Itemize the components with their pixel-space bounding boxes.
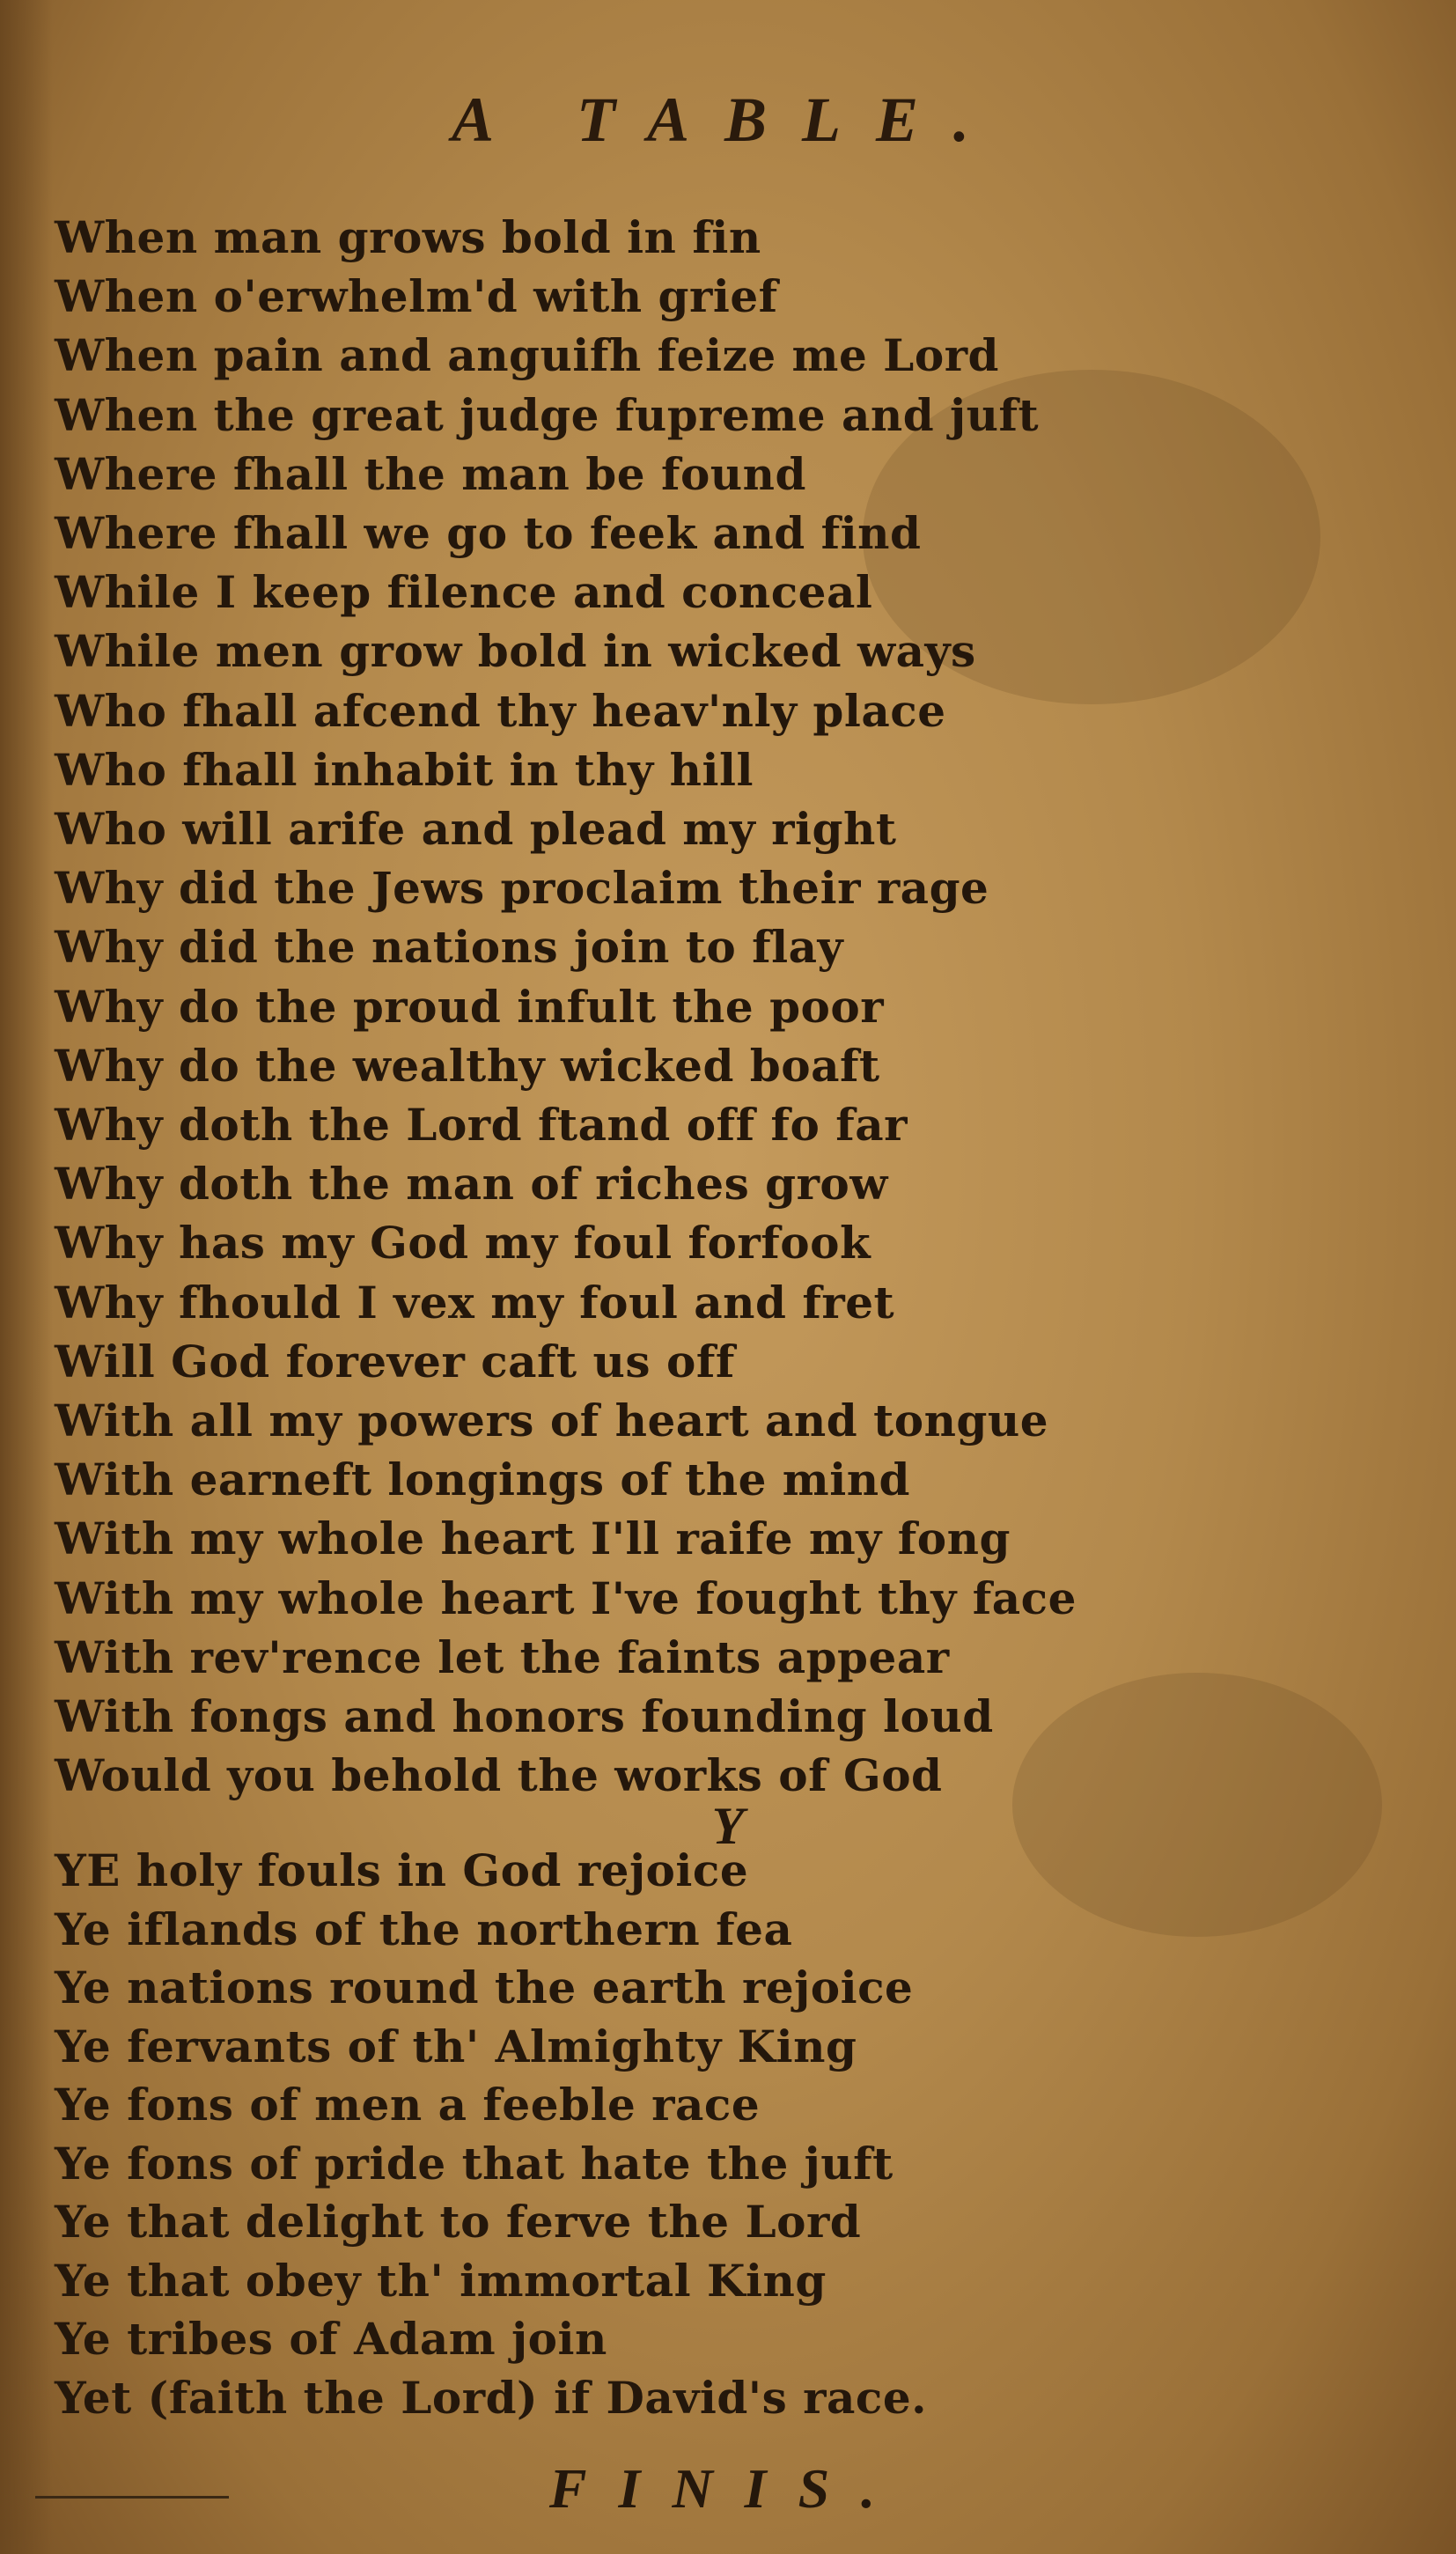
index-entry-first-line: Why has my God my foul forfook [55, 1217, 871, 1270]
finis-text: FINIS. [548, 2457, 908, 2520]
index-entry-first-line: Ye tribes of Adam join [55, 2313, 607, 2365]
index-entry-first-line: With all my powers of heart and tongue [55, 1395, 1049, 1446]
index-entry-first-line: With rev'rence let the faints appear [55, 1630, 950, 1683]
index-entry-first-line: Where fhall we go to feek and find [55, 507, 922, 559]
index-entry-first-line: Why doth the man of riches grow [55, 1158, 888, 1211]
index-entry-first-line: Yet (faith the Lord) if David's race. [55, 2371, 928, 2424]
page-edge-shadow [0, 0, 53, 2554]
index-entry-first-line: When the great judge fupreme and juft [55, 388, 1040, 441]
index-entry-first-line: Why do the proud infult the poor [55, 980, 885, 1033]
index-entry-first-line: When man grows bold in fin [55, 211, 761, 263]
index-entry-first-line: Why doth the Lord ftand off fo far [55, 1099, 908, 1151]
index-entry-first-line: Ye iflands of the northern fea [55, 1903, 793, 1955]
index-entry-first-line: With earneft longings of the mind [55, 1454, 911, 1506]
index-entry-first-line: While men grow bold in wicked ways [55, 625, 976, 678]
index-entry-first-line: Ye nations round the earth rejoice [55, 1962, 914, 2013]
index-entry-first-line: When pain and anguifh feize me Lord [55, 329, 999, 382]
index-entry-first-line: Ye fervants of th' Almighty King [55, 2020, 857, 2072]
index-entry-first-line: Where fhall the man be found [55, 447, 806, 500]
section-letter-y: Y [711, 1797, 745, 1855]
index-entry-first-line: Who will arife and plead my right [55, 803, 897, 855]
page-title: A TABLE. [451, 85, 1005, 155]
index-entry-first-line: Why did the nations join to flay [55, 921, 844, 974]
index-entry-first-line: With my whole heart I've fought thy face [55, 1571, 1077, 1624]
index-entry-first-line: YE holy fouls in God rejoice [55, 1844, 749, 1896]
index-entry-first-line: Ye that obey th' immortal King [55, 2254, 827, 2307]
index-entry-first-line: When o'erwhelm'd with grief [55, 270, 778, 323]
index-entry-first-line: Ye that delight to ferve the Lord [55, 2196, 862, 2248]
index-entry-first-line: Ye fons of men a feeble race [55, 2079, 761, 2131]
index-entry-first-line: Why do the wealthy wicked boaft [55, 1039, 880, 1092]
index-entry-first-line: Who fhall afcend thy heav'nly place [55, 684, 946, 737]
index-entry-first-line: Why did the Jews proclaim their rage [55, 862, 989, 915]
index-entry-first-line: Ye fons of pride that hate the juft [55, 2137, 893, 2190]
index-entry-first-line: With my whole heart I'll raife my fong [55, 1513, 1011, 1565]
index-entry-first-line: Will God forever caft us off [55, 1335, 735, 1387]
index-entry-first-line: Would you behold the works of God [55, 1749, 943, 1802]
index-entry-first-line: Who fhall inhabit in thy hill [55, 743, 754, 796]
index-entry-first-line: With fongs and honors founding loud [55, 1690, 994, 1742]
index-entry-first-line: While I keep filence and conceal [55, 566, 873, 619]
index-entry-first-line: Why fhould I vex my foul and fret [55, 1276, 895, 1329]
